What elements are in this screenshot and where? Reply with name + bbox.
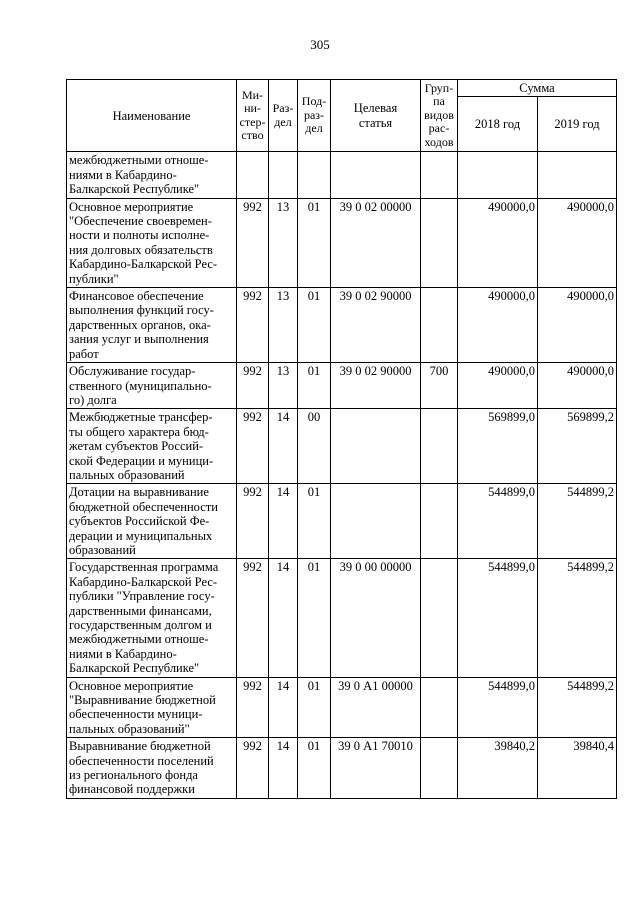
table-row: [67, 677, 617, 738]
row-subsection: 01: [298, 363, 331, 409]
row-expense-group: [421, 198, 458, 287]
row-expense-group: [421, 288, 458, 363]
row-target: [331, 152, 421, 198]
table-row: [67, 288, 617, 363]
row-name: Государственная программа Кабардино-Балкарской Рес- публики "Управление госу- дарственными финансами, государственным долгом и межбюджетными отноше- ниями в Кабардино- Балкарской Республике": [67, 559, 237, 677]
header-section-text: Раз- дел: [272, 101, 294, 129]
row-target: [331, 484, 421, 559]
row-sum-2018: 544899,0: [458, 484, 538, 559]
row-sum-2018: 544899,0: [458, 559, 538, 677]
row-target: 39 0 02 90000: [331, 363, 421, 409]
row-name: Межбюджетные трансфер- ты общего характера бюд- жетам субъектов Россий- ской Федерации и муници- пальных образований: [67, 409, 237, 484]
table-row: [67, 559, 617, 677]
row-subsection: [298, 152, 331, 198]
row-sum-2019: 490000,0: [538, 363, 617, 409]
row-sum-2019: 490000,0: [538, 198, 617, 287]
row-ministry: 992: [237, 363, 269, 409]
row-sum-2018: 490000,0: [458, 288, 538, 363]
header-name: Наименование: [67, 80, 237, 152]
row-ministry: 992: [237, 559, 269, 677]
table-row: [67, 198, 617, 287]
row-ministry: 992: [237, 198, 269, 287]
row-section: 14: [269, 738, 298, 799]
row-ministry: 992: [237, 677, 269, 738]
row-sum-2019: 544899,2: [538, 677, 617, 738]
row-expense-group: [421, 152, 458, 198]
row-sum-2019: 544899,2: [538, 484, 617, 559]
row-ministry: [237, 152, 269, 198]
row-expense-group: [421, 738, 458, 799]
row-section: 14: [269, 559, 298, 677]
header-subsection: [298, 80, 331, 152]
row-sum-2018: 490000,0: [458, 363, 538, 409]
table-row: [67, 363, 617, 409]
row-section: 13: [269, 198, 298, 287]
table-row: [67, 484, 617, 559]
row-target: 39 0 02 90000: [331, 288, 421, 363]
row-ministry: 992: [237, 409, 269, 484]
row-sum-2019: 490000,0: [538, 288, 617, 363]
table-row: [67, 152, 617, 198]
row-target: 39 0 А1 70010: [331, 738, 421, 799]
row-section: 14: [269, 677, 298, 738]
row-name: межбюджетными отноше- ниями в Кабардино- Балкарской Республике": [67, 152, 237, 198]
header-section: [269, 80, 298, 152]
header-2019: 2019 год: [538, 97, 617, 152]
row-name: Выравнивание бюджетной обеспеченности поселений из регионального фонда финансовой поддержки: [67, 738, 237, 799]
header-expense-group: [421, 80, 458, 152]
header-ministry-text: Ми- ни- стер- ство: [239, 87, 266, 143]
row-section: 14: [269, 409, 298, 484]
row-expense-group: [421, 559, 458, 677]
header-target: [331, 80, 421, 152]
row-sum-2019: 544899,2: [538, 559, 617, 677]
row-target: 39 0 02 00000: [331, 198, 421, 287]
header-target-text: Целевая статья: [353, 101, 398, 130]
row-target: 39 0 А1 00000: [331, 677, 421, 738]
row-ministry: 992: [237, 738, 269, 799]
row-name: Основное мероприятие "Обеспечение своевремен- ности и полноты исполне- ния долговых обязательств Кабардино-Балкарской Рес- публики": [67, 198, 237, 287]
row-sum-2018: 490000,0: [458, 198, 538, 287]
row-ministry: 992: [237, 288, 269, 363]
row-expense-group: 700: [421, 363, 458, 409]
row-subsection: 01: [298, 738, 331, 799]
budget-table: [66, 79, 617, 799]
row-sum-2018: 39840,2: [458, 738, 538, 799]
row-name: Основное мероприятие "Выравнивание бюджетной обеспеченности муници- пальных образований": [67, 677, 237, 738]
row-subsection: 01: [298, 559, 331, 677]
page-number: 305: [310, 37, 330, 52]
row-ministry: 992: [237, 484, 269, 559]
row-section: 13: [269, 363, 298, 409]
table-row: [67, 409, 617, 484]
row-sum-2019: [538, 152, 617, 198]
header-subsection-text: Под- раз- дел: [301, 94, 327, 136]
row-sum-2018: [458, 152, 538, 198]
row-name: Дотации на выравнивание бюджетной обеспеченности субъектов Российской Фе- дерации и муниципальных образований: [67, 484, 237, 559]
row-subsection: 01: [298, 288, 331, 363]
row-sum-2018: 544899,0: [458, 677, 538, 738]
row-expense-group: [421, 409, 458, 484]
row-name: Обслуживание государ- ственного (муниципально- го) долга: [67, 363, 237, 409]
row-section: 13: [269, 288, 298, 363]
header-expense-group-text: Груп- па видов рас- ходов: [424, 80, 454, 149]
header-ministry: [237, 80, 269, 152]
row-expense-group: [421, 484, 458, 559]
header-sum: Сумма: [458, 80, 617, 97]
row-sum-2018: 569899,0: [458, 409, 538, 484]
row-sum-2019: 569899,2: [538, 409, 617, 484]
row-subsection: 00: [298, 409, 331, 484]
row-expense-group: [421, 677, 458, 738]
table-row: [67, 738, 617, 799]
row-subsection: 01: [298, 198, 331, 287]
row-target: 39 0 00 00000: [331, 559, 421, 677]
row-sum-2019: 39840,4: [538, 738, 617, 799]
row-section: [269, 152, 298, 198]
row-name: Финансовое обеспечение выполнения функций госу- дарственных органов, ока- зания услуг и выполнения работ: [67, 288, 237, 363]
header-2018: 2018 год: [458, 97, 538, 152]
row-section: 14: [269, 484, 298, 559]
row-subsection: 01: [298, 677, 331, 738]
row-target: [331, 409, 421, 484]
row-subsection: 01: [298, 484, 331, 559]
